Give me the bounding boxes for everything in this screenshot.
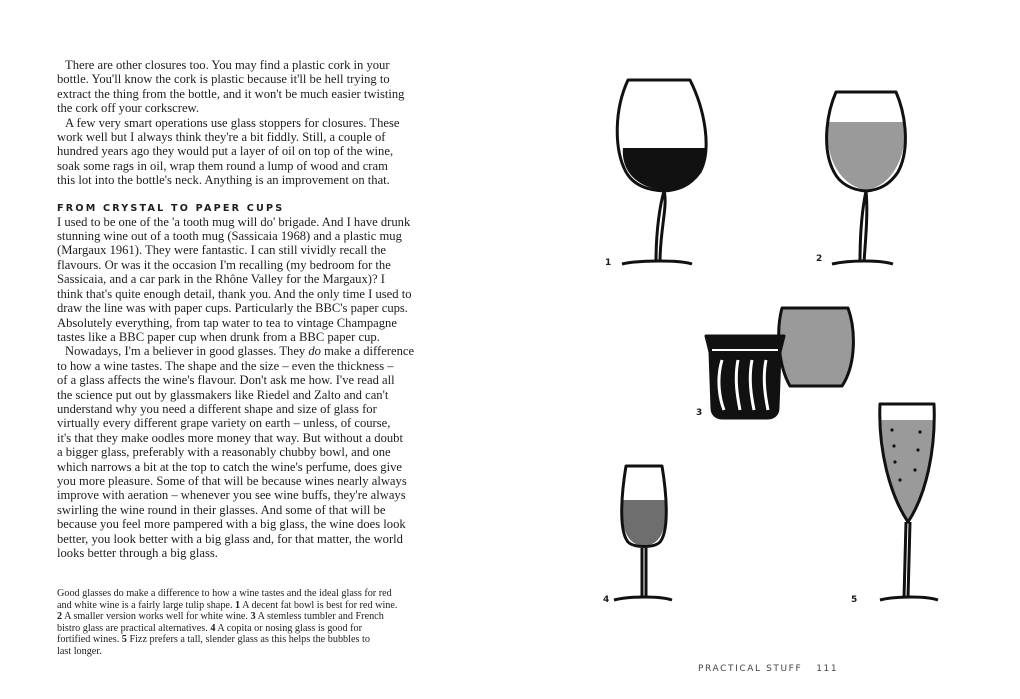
text-line: stunning wine out of a tooth mug (Sassicaia 1968) and a plastic mug [57,229,402,244]
text-line: flavours. Or was it the occasion I'm recalling (my bedroom for the [57,257,391,272]
wine-glasses-illustration [520,0,1020,699]
running-section-title: PRACTICAL STUFF [698,664,803,674]
text-line: the science put out by glassmakers like Riedel and Zalto and can't [57,387,389,402]
text-line: looks better through a big glass. [57,546,218,560]
text-line: virtually every different grape variety on earth – unless, of course, [57,416,391,431]
text-line: because you feel more pampered with a big glass, the wine does look [57,517,406,532]
page-footer [698,664,852,674]
champagne-flute-illustration [880,404,938,600]
figure-label-3: 3 [696,408,703,418]
text-line: A few very smart operations use glass stoppers for closures. These [65,115,400,130]
text-line: of a glass affects the wine's flavour. Don't ask me how. I've read all [57,373,395,388]
caption-line: Good glasses do make a difference to how a wine tastes and the ideal glass for red [57,588,392,599]
figure-label-4: 4 [603,595,610,605]
caption-line: fortified wines. 5 Fizz prefers a tall, slender glass as this helps the bubbles to [57,634,370,646]
text-line: you more pleasure. Some of that will be because wines nearly always [57,473,407,488]
red-wine-glass-illustration [617,80,706,264]
figure-label-5: 5 [851,595,858,605]
text-line: a bigger glass, preferably with a reasonably chubby bowl, and one [57,445,391,460]
copita-glass-illustration [614,466,672,600]
paragraph-closures [57,58,457,116]
left-text-column [57,58,457,560]
text-line: the cork off your corkscrew. [57,101,199,116]
text-line: Absolutely everything, from tap water to tea to vintage Champagne [57,315,397,330]
figure-label-1: 1 [605,258,612,268]
text-line: which narrows a bit at the top to catch the wine's perfume, does give [57,459,402,474]
caption-line: last longer. [57,645,102,657]
text-line: extract the thing from the bottle, and it won't be much easier twisting [57,86,405,101]
text-line: hundred years ago they would put a layer of oil on top of the wine, [57,144,394,159]
text-line: There are other closures too. You may find a plastic cork in your [65,58,390,72]
tumbler-and-bistro-glass-illustration [706,308,853,418]
figure-caption [57,588,457,658]
text-line: think that's quite enough detail, thank you. And the only time I used to [57,286,412,301]
paragraph-paper-cups [57,215,457,345]
white-wine-glass-illustration [827,92,906,264]
text-line: to how a wine tastes. The shape and the size – even the thickness – [57,358,394,373]
text-line: tastes like a BBC paper cup when drunk from a BBC paper cup. [57,329,380,344]
text-line: improve with aeration – whenever you see wine buffs, they're always [57,488,406,503]
text-line: work well but I always think they're a bit fiddly. Still, a couple of [57,130,386,145]
page-number: 111 [816,664,839,674]
text-line: this lot into the bottle's neck. Anything is an improvement on that. [57,173,390,188]
text-line: better, you look better with a big glass and, for that matter, the world [57,531,403,546]
text-line: it's that they make oodles more money that way. But without a doubt [57,430,403,445]
text-line: (Margaux 1961). They were fantastic. I can still vividly recall the [57,243,386,258]
caption-line: bistro glass are practical alternatives. 4 A copita or nosing glass is good for [57,622,363,634]
paragraph-good-glasses [57,344,457,560]
figure-label-2: 2 [816,254,823,264]
text-line: swirling the wine round in their glasses. And some of that will be [57,502,386,517]
text-line: Nowadays, I'm a believer in good glasses. They do make a difference [65,344,415,359]
caption-line: 2 A smaller version works well for white wine. 3 A stemless tumbler and French [57,611,384,623]
text-line: draw the line was with paper cups. Particularly the BBC's paper cups. [57,301,408,316]
paragraph-stoppers [57,116,457,188]
text-line: I used to be one of the 'a tooth mug will do' brigade. And I have drunk [57,214,411,229]
text-line: Sassicaia, and a car park in the Rhône Valley for the Margaux)? I [57,272,385,287]
section-heading: FROM CRYSTAL TO PAPER CUPS [57,202,285,214]
caption-line: and white wine is a fairly large tulip shape. 1 A decent fat bowl is best for red wine. [57,599,398,611]
text-line: understand why you need a different shape and size of glass for [57,401,377,416]
text-line: bottle. You'll know the cork is plastic because it'll be hell trying to [57,72,390,87]
text-line: soak some rags in oil, wrap them round a lump of wood and cram [57,158,388,173]
